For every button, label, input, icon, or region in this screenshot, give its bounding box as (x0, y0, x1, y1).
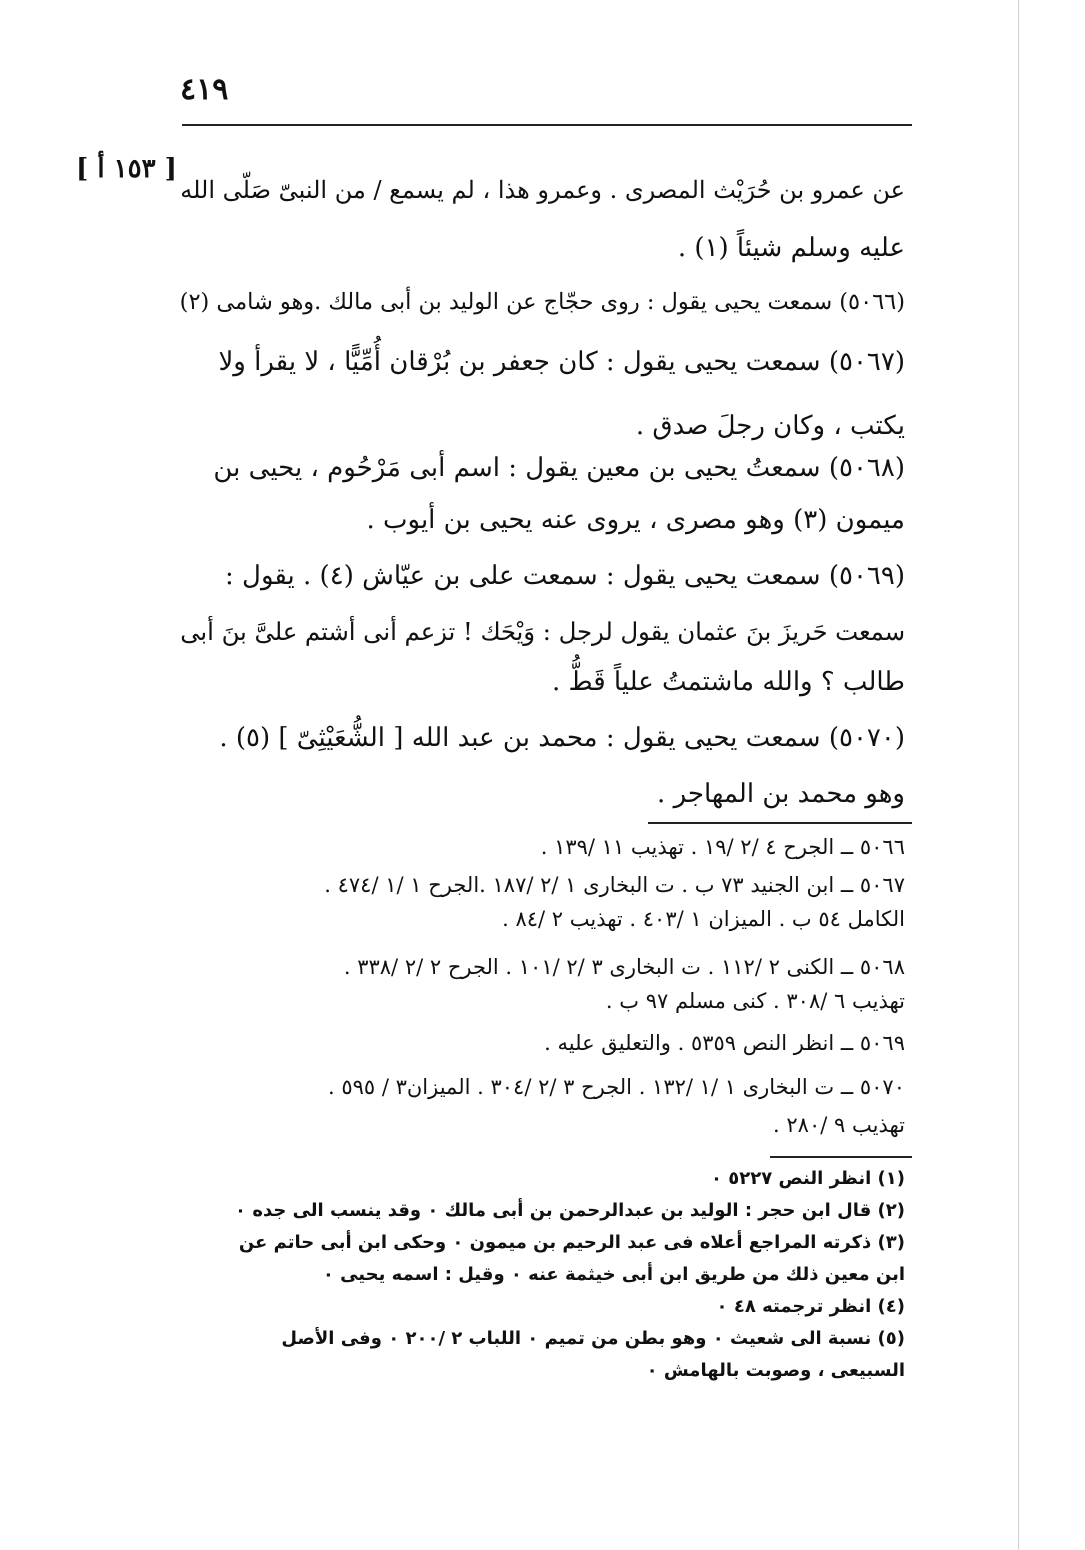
note-line: ٥٠٧٠ ــ ت البخارى ١ /١ /١٣٢ . الجرح ٣ /٢ /٣٠٤ . الميزان٣ / ٥٩٥ . (327, 1075, 905, 1099)
note-line: ٥٠٦٧ ــ ابن الجنيد ٧٣ ب . ت البخارى ١ /٢ /١٨٧ .الجرح ١ /١ /٤٧٤ . (324, 873, 905, 897)
main-line: (٥٠٦٧) سمعت يحيى يقول : كان جعفر بن بُرْقان أُمِّيًّا ، لا يقرأ ولا (218, 347, 905, 377)
header-rule (182, 124, 912, 126)
note-line: تهذيب ٦ /٣٠٨ . كنى مسلم ٩٧ ب . (605, 989, 905, 1013)
page-number: ٤١٩ (180, 72, 229, 107)
main-line: ميمون (٣) وهو مصرى ، يروى عنه يحيى بن أيوب . (366, 505, 905, 535)
footnote-line: (٢) قال ابن حجر : الوليد بن عبدالرحمن بن أبى مالك ٠ وقد ينسب الى جده ٠ (235, 1200, 905, 1221)
main-line: (٥٠٦٩) سمعت يحيى يقول : سمعت على بن عيّاش (٤) . يقول : (225, 561, 905, 591)
note-line: ٥٠٦٩ ــ انظر النص ٥٣٥٩ . والتعليق عليه . (544, 1031, 905, 1055)
note-line: الكامل ٥٤ ب . الميزان ١ /٤٠٣ . تهذيب ٢ /٨٤ . (502, 907, 905, 931)
notes-separator (648, 822, 912, 824)
main-line: عليه وسلم شيئاً (١) . (677, 233, 905, 263)
footnote-line: ابن معين ذلك من طريق ابن أبى خيثمة عنه ٠ وقيل : اسمه يحيى ٠ (322, 1264, 905, 1285)
footnote-line: (٤) انظر ترجمته ٤٨ ٠ (716, 1296, 905, 1317)
main-line: (٥٠٧٠) سمعت يحيى يقول : محمد بن عبد الله [ الشُّعَيْثِىّ ] (٥) . (219, 723, 905, 753)
main-line: يكتب ، وكان رجلَ صدق . (635, 411, 905, 441)
main-line: (٥٠٦٨) سمعتُ يحيى بن معين يقول : اسم أبى مَرْحُوم ، يحيى بن (213, 453, 905, 483)
footnote-line: (٣) ذكرته المراجع أعلاه فى عبد الرحيم بن ميمون ٠ وحكى ابن أبى حاتم عن (238, 1232, 905, 1253)
footnotes-separator (770, 1156, 912, 1158)
note-line: ٥٠٦٦ ــ الجرح ٤ /٢ /١٩ . تهذيب ١١ /١٣٩ . (540, 835, 905, 859)
main-line: طالب ؟ والله ماشتمتُ علياً قَطُّ . (551, 667, 905, 697)
footnote-line: السبيعى ، وصوبت بالهامش ٠ (646, 1360, 905, 1381)
main-line: (٥٠٦٦) سمعت يحيى يقول : روى حجّاج عن الوليد بن أبى مالك .وهو شامى (٢) (179, 289, 905, 315)
page-edge-line (1018, 0, 1019, 1550)
main-line: وهو محمد بن المهاجر . (657, 779, 905, 809)
manuscript-folio-ref: [ ١٥٣ أ ] (76, 154, 177, 184)
footnote-line: (٥) نسبة الى شعيث ٠ وهو بطن من تميم ٠ اللباب ٢ /٢٠٠ ٠ وفى الأصل (281, 1328, 905, 1349)
main-line: سمعت حَريزَ بنَ عثمان يقول لرجل : وَيْحَك ! تزعم أنى أشتم علىَّ بنَ أبى (180, 617, 905, 646)
main-line: عن عمرو بن حُرَيْث المصرى . وعمرو هذا ، لم يسمع / من النبىّ صَلّى الله (180, 176, 905, 204)
note-line: تهذيب ٩ /٢٨٠ . (773, 1113, 905, 1137)
note-line: ٥٠٦٨ ــ الكنى ٢ /١١٢ . ت البخارى ٣ /٢ /١٠١ . الجرح ٢ /٢ /٣٣٨ . (343, 955, 905, 979)
footnote-line: (١) انظر النص ٥٢٢٧ ٠ (711, 1168, 905, 1189)
